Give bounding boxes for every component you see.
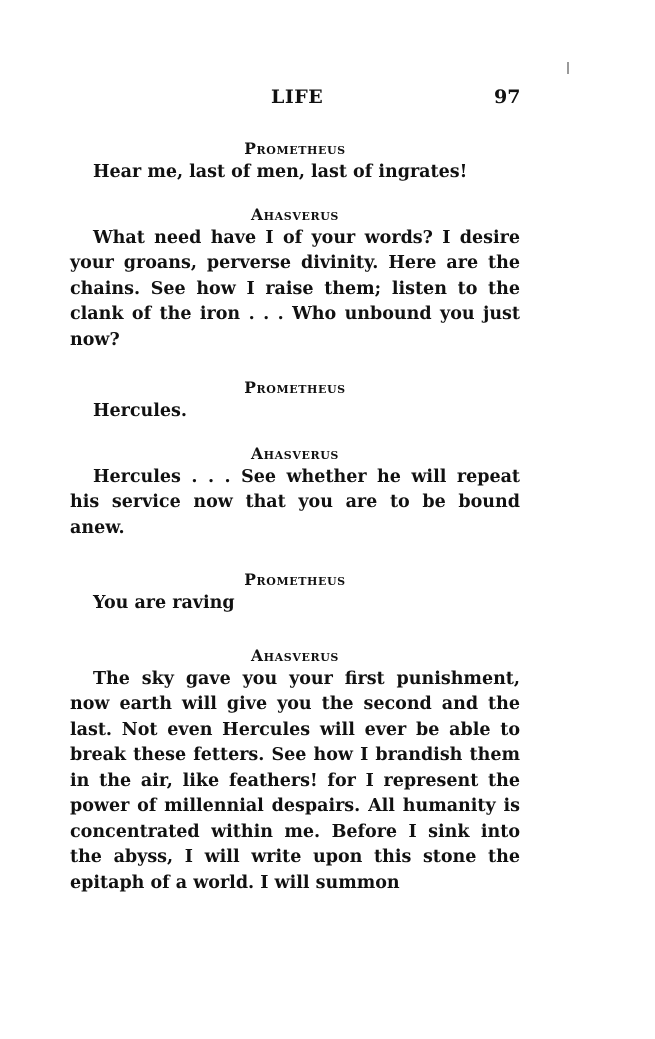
- speaker-name: Ahasverus: [251, 443, 339, 463]
- speaker-name: Ahasverus: [251, 204, 339, 224]
- speaker-name: Prometheus: [244, 378, 346, 397]
- speech-text: Hercules . . . See whether he will repeat his service now that you are to be bound anew.: [70, 466, 520, 538]
- speaker-name: Ahasverus: [251, 645, 339, 665]
- speech-text: You are raving: [93, 593, 235, 613]
- dialogue-text: [70, 138, 520, 896]
- speech-text: The sky gave you your first punishment, now earth will give you the second and the last. Not even Hercules will ever be able to break these fetters. See how I brandish them in the air, like feathers! for I represent the power of millennial despairs. All humanity is concentrated within me. Before I sink into the abyss, I will write upon this stone the epitaph of a world. I will summon: [70, 668, 520, 893]
- speech-text: Hercules.: [93, 401, 187, 421]
- speaker-name: Prometheus: [244, 139, 346, 158]
- page-header: [0, 86, 655, 116]
- speech-text: Hear me, last of men, last of ingrates!: [93, 162, 468, 182]
- speaker-name: Prometheus: [244, 570, 346, 589]
- page-number: 97: [494, 86, 521, 108]
- speech-text: What need have I of your words? I desire your groans, perverse divinity. Here are the chains. See how I raise them; listen to the clank of the iron . . . Who unbound you just now?: [70, 227, 520, 350]
- scan-edge-mark: [567, 62, 569, 74]
- running-head: LIFE: [271, 86, 324, 108]
